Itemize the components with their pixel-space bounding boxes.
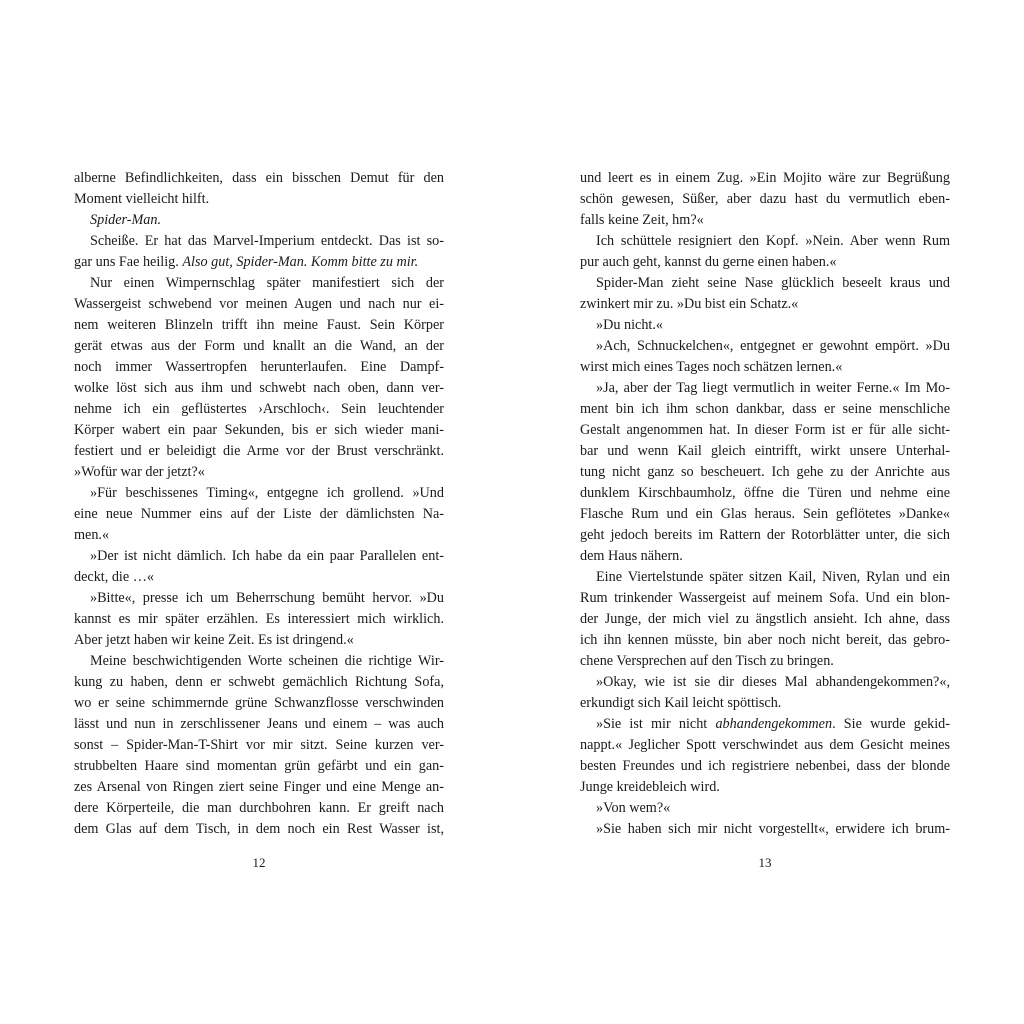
text-run: gar uns Fae heilig.	[74, 254, 183, 270]
text-run: wolke löst sich aus ihm und schwebt nach oben, dann ver-	[74, 380, 444, 396]
text-line	[580, 252, 950, 273]
text-line	[74, 231, 444, 252]
text-run: kannst es mir später erzählen. Es interessiert mich wirklich.	[74, 611, 444, 627]
text-run: . Sie wurde gekid-	[832, 716, 950, 732]
text-line	[74, 777, 444, 798]
text-run: falls keine Zeit, hm?«	[580, 212, 704, 228]
italic-text: abhandengekommen	[715, 716, 833, 732]
text-line	[580, 336, 950, 357]
text-run: dunklem Kirschbaumholz, öffne die Türen und nehme eine	[580, 485, 950, 501]
text-line	[580, 798, 950, 819]
text-run: »Sie ist mir nicht	[596, 716, 716, 732]
text-line	[580, 315, 950, 336]
text-run: sonst – Spider-Man-T-Shirt vor mir sitzt. Seine kurzen ver-	[74, 737, 444, 753]
text-line	[74, 168, 444, 189]
text-line	[74, 735, 444, 756]
text-run: strubbelten Haare sind momentan grün gefärbt und ein gan-	[74, 758, 444, 774]
text-run: schön gewesen, Süßer, aber dazu hast du vermutlich eben-	[580, 191, 950, 207]
text-line	[74, 630, 444, 651]
text-run: dem Haus nähern.	[580, 548, 683, 564]
text-line	[74, 588, 444, 609]
text-run: Scheiße. Er hat das Marvel-Imperium entdeckt. Das ist so-	[90, 233, 444, 249]
text-run: Nur einen Wimpernschlag später manifestiert sich der	[90, 275, 444, 291]
text-line	[580, 378, 950, 399]
text-line	[74, 273, 444, 294]
text-run: nem weiteren Blinzeln trifft ihn meine Faust. Sein Körper	[74, 317, 444, 333]
text-line	[74, 462, 444, 483]
text-run: noch immer Wassertropfen herunterlaufen. Eine Dampf-	[74, 359, 444, 375]
text-line	[74, 567, 444, 588]
text-line	[580, 189, 950, 210]
text-run: eine neue Nummer eins auf der Liste der dämlichsten Na-	[74, 506, 444, 522]
text-line	[74, 504, 444, 525]
text-line	[580, 735, 950, 756]
text-run: Meine beschwichtigenden Worte scheinen die richtige Wir-	[90, 653, 444, 669]
text-line	[74, 378, 444, 399]
text-line	[74, 672, 444, 693]
text-run: deckt, die …«	[74, 569, 154, 585]
text-line	[74, 609, 444, 630]
text-line	[74, 294, 444, 315]
text-line	[74, 756, 444, 777]
text-line	[74, 525, 444, 546]
text-line	[74, 357, 444, 378]
text-line	[74, 483, 444, 504]
text-run: gerät etwas aus der Form und knallt an die Wand, an der	[74, 338, 444, 354]
text-run: men.«	[74, 527, 110, 543]
text-line	[580, 546, 950, 567]
text-line	[580, 273, 950, 294]
text-run: und leert es in einem Zug. »Ein Mojito wäre zur Begrüßung	[580, 170, 950, 186]
text-run: besten Freundes und ich registriere nebenbei, dass der blonde	[580, 758, 950, 774]
text-run: »Sie haben sich mir nicht vorgestellt«, erwidere ich brum-	[596, 821, 950, 837]
text-run: »Okay, wie ist sie dir dieses Mal abhandengekommen?«,	[596, 674, 950, 690]
text-run: Aber jetzt haben wir keine Zeit. Es ist dringend.«	[74, 632, 354, 648]
text-line	[580, 525, 950, 546]
text-run: »Wofür war der jetzt?«	[74, 464, 205, 480]
text-run: »Du nicht.«	[596, 317, 663, 333]
text-line	[74, 714, 444, 735]
text-run: Spider-Man zieht seine Nase glücklich beseelt kraus und	[596, 275, 950, 291]
text-line	[580, 399, 950, 420]
text-line	[580, 504, 950, 525]
text-line	[74, 420, 444, 441]
text-line	[580, 210, 950, 231]
text-line	[580, 777, 950, 798]
text-run: dere Körperteile, die man durchbohren kann. Er greift nach	[74, 800, 444, 816]
text-line	[580, 756, 950, 777]
text-line	[580, 609, 950, 630]
text-line	[580, 231, 950, 252]
text-run: Wassergeist schwebend vor meinen Augen und nach nur ei-	[74, 296, 444, 312]
text-run: der Junge, der mich viel zu ängstlich ansieht. Ich ahne, dass	[580, 611, 950, 627]
text-run: erkundigt sich Kail leicht spöttisch.	[580, 695, 782, 711]
left-page	[74, 168, 444, 840]
text-run: ment bin ich ihm schon dankbar, dass er seine menschliche	[580, 401, 950, 417]
text-line	[74, 252, 444, 273]
text-line	[74, 315, 444, 336]
text-run: Flasche Rum und ein Glas heraus. Sein geflötetes »Danke«	[580, 506, 950, 522]
text-run: wo er seine schimmernde grüne Schwanzflosse verschwinden	[74, 695, 444, 711]
page-number-right: 13	[758, 855, 772, 870]
text-run: Moment vielleicht hilft.	[74, 191, 210, 207]
text-line	[580, 819, 950, 840]
text-line	[74, 798, 444, 819]
text-line	[74, 651, 444, 672]
text-run: »Von wem?«	[596, 800, 671, 816]
text-run: geht jedoch bereits im Rattern der Rotorblätter unter, die sich	[580, 527, 950, 543]
right-page	[580, 168, 950, 840]
text-run: festiert und er beleidigt die Arme vor der Brust verschränkt.	[74, 443, 444, 459]
text-line	[580, 630, 950, 651]
text-run: wirst mich eines Tages noch schätzen lernen.«	[580, 359, 843, 375]
text-run: nappt.« Jeglicher Spott verschwindet aus dem Gesicht meines	[580, 737, 950, 753]
text-line	[580, 714, 950, 735]
text-run: tung nicht ganz so bescheuert. Ich gehe zu der Anrichte aus	[580, 464, 950, 480]
text-line	[580, 567, 950, 588]
text-run: »Bitte«, presse ich um Beherrschung bemüht hervor. »Du	[90, 590, 444, 606]
text-run: »Der ist nicht dämlich. Ich habe da ein paar Parallelen ent-	[90, 548, 444, 564]
text-line	[580, 168, 950, 189]
text-line	[580, 483, 950, 504]
text-line	[580, 420, 950, 441]
text-line	[580, 672, 950, 693]
text-run: Ich schüttele resigniert den Kopf. »Nein. Aber wenn Rum	[596, 233, 950, 249]
text-run: lässt und nun in zerschlissener Jeans und einem – was auch	[74, 716, 444, 732]
text-run: »Für beschissenes Timing«, entgegne ich grollend. »Und	[90, 485, 444, 501]
text-run: Junge kreidebleich wird.	[580, 779, 720, 795]
text-run: bar und wenn Kail gleich eintrifft, wirkt unsere Unterhal-	[580, 443, 950, 459]
text-run: Gestalt angenommen hat. In dieser Form ist er für alle sicht-	[580, 422, 950, 438]
text-run: zes Arsenal von Ringen ziert seine Finger und eine Menge an-	[74, 779, 444, 795]
text-run: Körper wabert ein paar Sekunden, bis er sich wieder mani-	[74, 422, 444, 438]
text-run: ich ihn kennen müsste, bin aber noch nicht bereit, das gebro-	[580, 632, 950, 648]
text-run: Eine Viertelstunde später sitzen Kail, Niven, Rylan und ein	[596, 569, 950, 585]
text-run: Rum trinkender Wassergeist auf meinem Sofa. Und ein blon-	[580, 590, 950, 606]
text-line	[74, 819, 444, 840]
text-line	[74, 210, 444, 231]
text-run: dem Glas auf dem Tisch, in dem noch ein Rest Wasser ist,	[74, 821, 444, 837]
text-line	[580, 462, 950, 483]
text-line	[580, 693, 950, 714]
text-line	[74, 441, 444, 462]
text-line	[74, 189, 444, 210]
text-run: kung zu haben, denn er schwebt gemächlich Richtung Sofa,	[74, 674, 444, 690]
page-number-left: 12	[252, 855, 266, 870]
text-line	[580, 357, 950, 378]
text-line	[580, 294, 950, 315]
italic-text: Spider-Man.	[90, 212, 162, 228]
text-run: pur auch geht, kannst du gerne einen haben.«	[580, 254, 837, 270]
text-line	[580, 588, 950, 609]
text-run: »Ja, aber der Tag liegt vermutlich in weiter Ferne.« Im Mo-	[596, 380, 950, 396]
italic-text: Also gut, Spider-Man. Komm bitte zu mir.	[182, 254, 419, 270]
text-line	[74, 336, 444, 357]
text-line	[74, 399, 444, 420]
text-run: zwinkert mir zu. »Du bist ein Schatz.«	[580, 296, 799, 312]
text-line	[580, 441, 950, 462]
text-line	[74, 693, 444, 714]
text-run: alberne Befindlichkeiten, dass ein bisschen Demut für den	[74, 170, 444, 186]
text-run: chene Versprechen auf den Tisch zu bringen.	[580, 653, 834, 669]
text-run: nehme ich ein geflüstertes ›Arschloch‹. Sein leuchtender	[74, 401, 444, 417]
text-line	[580, 651, 950, 672]
text-run: »Ach, Schnuckelchen«, entgegnet er gewohnt empört. »Du	[596, 338, 950, 354]
text-line	[74, 546, 444, 567]
